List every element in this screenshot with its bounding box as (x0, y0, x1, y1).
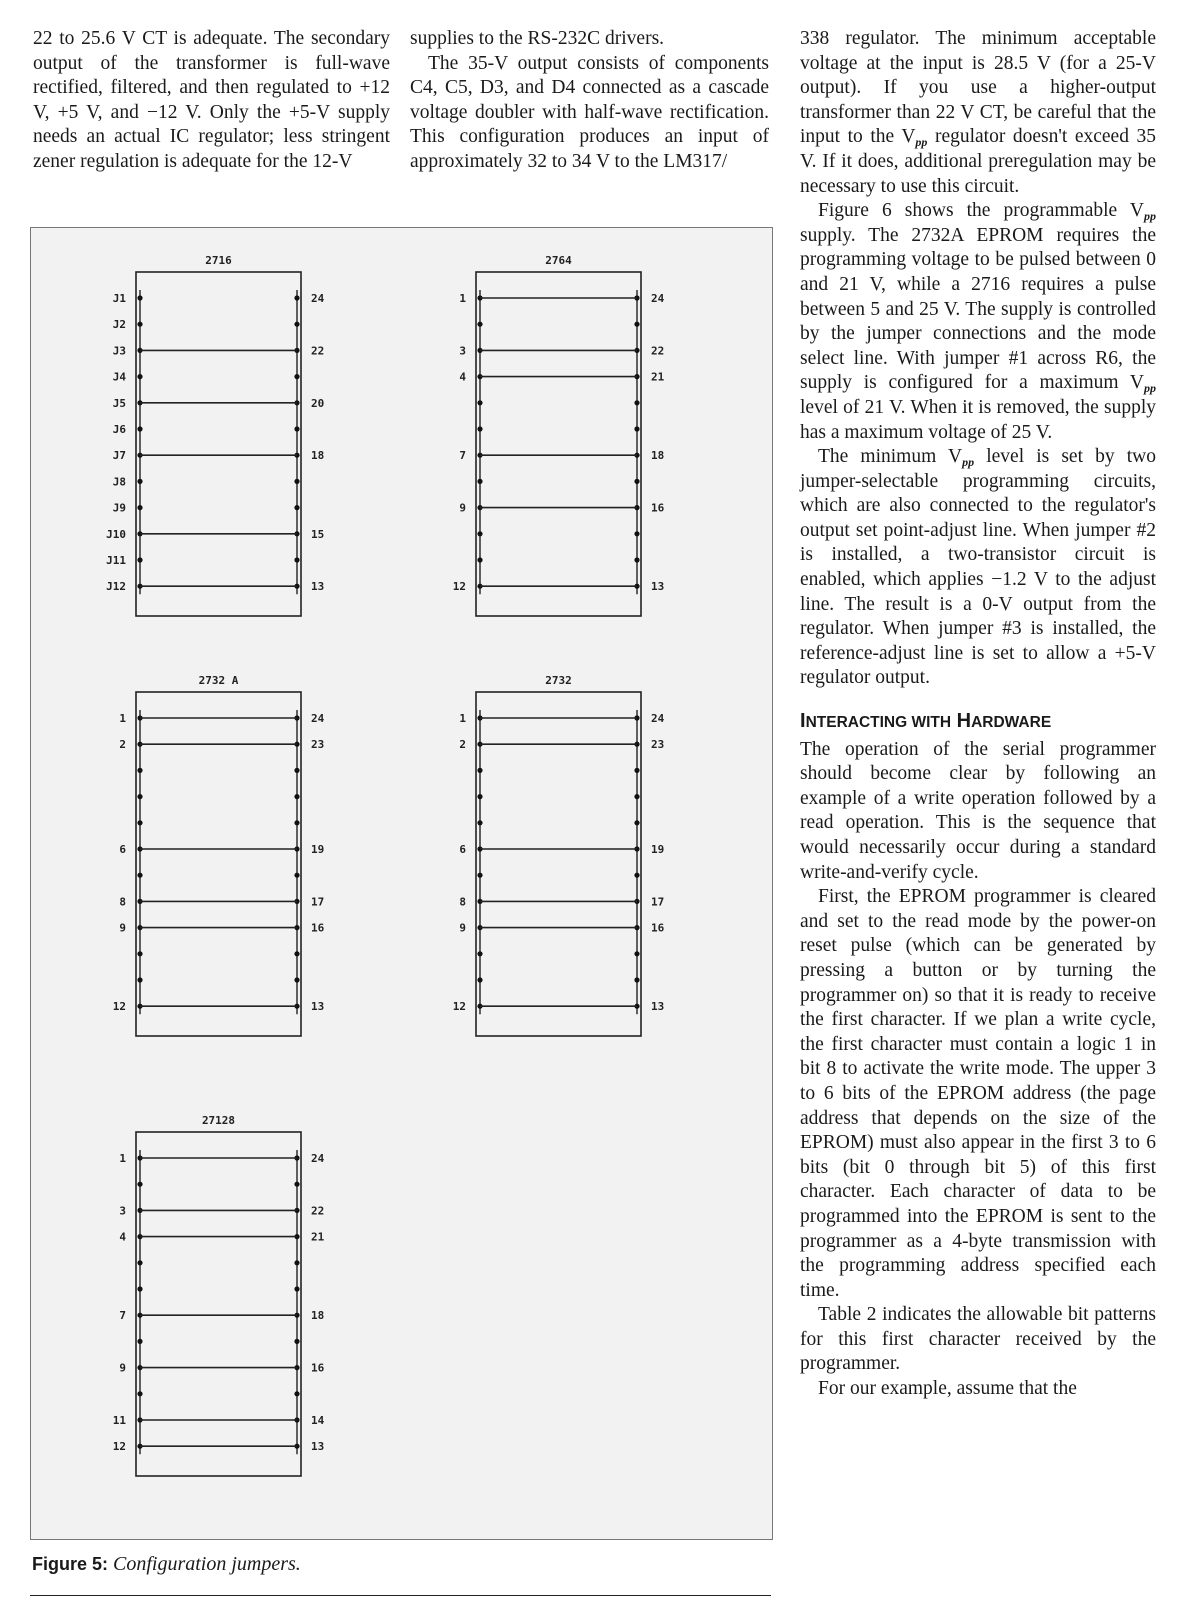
pin-dot-left (137, 1182, 142, 1187)
pin-dot-left (477, 820, 482, 825)
pin-label-right: 21 (311, 1230, 325, 1244)
pin-label-left: 12 (452, 580, 466, 594)
pin-label-left: J1 (112, 292, 126, 305)
pin-label-left: 4 (459, 370, 466, 384)
pin-label-left: J9 (112, 501, 126, 515)
pin-label-right: 13 (651, 1000, 665, 1014)
pin-dot-right (294, 426, 299, 431)
figure-configuration-jumpers (30, 227, 773, 1540)
paragraph: 338 regulator. The minimum acceptable voltage at the input is 28.5 V (for a 25-V output). If you use a higher-output transformer than 22 V CT, be careful that the input to the $V_{pp}$ regulator doesn't exceed 35 V. If it does, additional preregulation may be necessary to use this circuit. (800, 28, 1156, 197)
pin-label-right: 24 (651, 712, 665, 725)
pin-label-left: 1 (459, 292, 466, 305)
pin-dot-left (137, 505, 142, 510)
pin-dot-right (294, 977, 299, 982)
pin-label-right: 24 (311, 292, 325, 305)
pin-label-left: J4 (112, 370, 126, 384)
pin-dot-left (137, 951, 142, 956)
section-heading: INTERACTING WITH HARDWARE (800, 710, 1052, 733)
pin-label-left: 7 (119, 1309, 126, 1323)
paragraph: 22 to 25.6 V CT is adequate. The secondary output of the transformer is full-wave rectified, filtered, and then regulated to +12 V, +5 V, and −12 V. Only the +5-V supply needs an actual IC regulator; less stringent zener regulation is adequate for the 12-V (33, 28, 390, 172)
pin-label-left: 12 (112, 1440, 126, 1454)
pin-dot-right (294, 374, 299, 379)
pin-dot-left (137, 322, 142, 327)
pin-label-left: J11 (106, 554, 126, 567)
pin-dot-right (294, 1260, 299, 1265)
pin-dot-left (477, 426, 482, 431)
paragraph: The 35-V output consists of components C4, C5, D3, and D4 connected as a cascade voltage doubler with half-wave rectification. This configuration produces an input of approximately 32 to 34 V to the LM317/ (410, 52, 769, 172)
paragraph: For our example, assume that the (818, 1378, 1077, 1400)
pin-dot-left (477, 977, 482, 982)
pin-dot-left (137, 768, 142, 773)
divider (30, 1595, 771, 1596)
pin-dot-left (137, 557, 142, 562)
pin-label-left: J2 (112, 318, 126, 332)
pin-label-left: J6 (112, 423, 126, 436)
pin-dot-left (137, 1260, 142, 1265)
pin-dot-left (137, 1391, 142, 1396)
chip-title: 27128 (201, 1114, 236, 1127)
pin-dot-right (294, 1391, 299, 1396)
pin-dot-right (634, 873, 639, 878)
pin-label-right: 17 (311, 895, 325, 909)
pin-label-right: 13 (311, 1440, 325, 1454)
pin-label-right: 18 (311, 449, 325, 463)
text-column-right (800, 27, 1156, 1402)
pin-dot-left (477, 400, 482, 405)
jumper-diagram (31, 228, 772, 1539)
pin-dot-left (137, 794, 142, 799)
figure-caption (32, 1553, 301, 1576)
pin-dot-right (634, 531, 639, 536)
chip-title: 2732 (545, 674, 572, 687)
pin-dot-right (634, 426, 639, 431)
pin-dot-left (477, 322, 482, 327)
pin-label-right: 23 (311, 738, 325, 752)
pin-label-left: J3 (112, 344, 126, 358)
pin-label-right: 18 (311, 1309, 325, 1323)
pin-dot-left (477, 557, 482, 562)
pin-dot-right (294, 820, 299, 825)
pin-label-left: 4 (119, 1230, 126, 1244)
pin-dot-left (137, 1339, 142, 1344)
chip-title: 2716 (205, 254, 232, 267)
pin-dot-right (634, 768, 639, 773)
pin-dot-left (477, 951, 482, 956)
pin-dot-right (294, 1182, 299, 1187)
chip-title: 2732 A (198, 674, 239, 687)
pin-label-left: 1 (119, 1152, 126, 1165)
paragraph: First, the EPROM programmer is cleared and set to the read mode by the power-on reset pulse (which can be generated by pressing a button or by turning the programmer on) so that it is ready to receive the first character. If we plan a write cycle, the first character must contain a logic 1 in bit 8 to activate the write mode. The upper 3 to 6 bits of the EPROM address (the page address that depends on the size of the EPROM) must also appear in the first 3 to 6 bits (bit 0 through bit 5) of this first character. Each character of data to be programmed into the EPROM is sent to the programmer as a 4-byte transmission with the programming address specified each time. (800, 886, 1156, 1301)
pin-dot-left (477, 531, 482, 536)
pin-label-right: 19 (311, 843, 325, 856)
pin-label-right: 20 (311, 396, 325, 410)
pin-label-right: 24 (651, 292, 665, 305)
pin-label-right: 17 (651, 895, 665, 909)
pin-label-left: 7 (459, 449, 466, 463)
pin-label-right: 21 (651, 370, 665, 384)
pin-label-left: 6 (119, 843, 126, 856)
pin-dot-left (137, 977, 142, 982)
pin-dot-right (294, 794, 299, 799)
pin-dot-right (294, 1286, 299, 1291)
pin-label-right: 22 (311, 344, 325, 358)
chip-outline (136, 1132, 301, 1476)
paragraph: Figure 6 shows the programmable $V_{pp}$ supply. The 2732A EPROM requires the programming voltage to be pulsed between 0 and 21 V, while a 2716 requires a pulse between 5 and 25 V. The supply is controlled by the jumper connections and the mode select line. With jumper #1 across R6, the supply is configured for a maximum $V_{pp}$ level of 21 V. When it is removed, the supply has a maximum voltage of 25 V. (800, 200, 1156, 443)
pin-label-left: 1 (459, 712, 466, 725)
pin-dot-right (634, 400, 639, 405)
pin-label-right: 16 (651, 921, 665, 935)
paragraph: The minimum $V_{pp}$ level is set by two jumper-selectable programming circuits, which are also connected to the regulator's output set point-adjust line. When jumper #2 is installed, a two-transistor circuit is enabled, which applies −1.2 V to the adjust line. The result is a 0-V output from the regulator. When jumper #3 is installed, the reference-adjust line is set to allow a +5-V regulator output. (800, 446, 1156, 689)
pin-label-right: 24 (311, 1152, 325, 1165)
pin-dot-left (137, 820, 142, 825)
pin-label-left: 1 (119, 712, 126, 725)
pin-dot-left (477, 794, 482, 799)
paragraph: The operation of the serial programmer should become clear by following an example of a write operation followed by a read operation. This is the sequence that would necessarily occur during a standard write-and-verify cycle. (800, 738, 1156, 883)
pin-dot-right (634, 794, 639, 799)
pin-label-right: 16 (311, 921, 325, 935)
pin-dot-left (137, 479, 142, 484)
text-column-middle (410, 27, 769, 175)
pin-dot-right (634, 322, 639, 327)
text-column-left (33, 27, 390, 175)
pin-dot-left (137, 1286, 142, 1291)
pin-label-right: 19 (651, 843, 665, 856)
pin-label-right: 13 (311, 1000, 325, 1014)
pin-dot-right (294, 295, 299, 300)
pin-label-left: J12 (106, 580, 126, 594)
chip-title: 2764 (545, 254, 572, 267)
pin-label-left: J8 (112, 475, 126, 489)
pin-dot-left (137, 426, 142, 431)
pin-label-right: 23 (651, 738, 665, 752)
pin-dot-left (137, 873, 142, 878)
pin-dot-right (634, 951, 639, 956)
pin-label-left: 9 (119, 1361, 126, 1375)
pin-label-left: 8 (459, 895, 466, 909)
pin-dot-right (294, 505, 299, 510)
pin-label-right: 13 (651, 580, 665, 594)
pin-label-right: 24 (311, 712, 325, 725)
pin-label-left: 3 (459, 344, 466, 358)
pin-label-right: 18 (651, 449, 665, 463)
pin-label-left: J10 (106, 527, 126, 541)
pin-dot-left (477, 768, 482, 773)
pin-label-left: 9 (459, 921, 466, 935)
pin-label-right: 16 (311, 1361, 325, 1375)
pin-dot-right (294, 479, 299, 484)
chip-outline (476, 272, 641, 616)
pin-dot-right (294, 873, 299, 878)
chip-outline (136, 272, 301, 616)
pin-dot-right (294, 768, 299, 773)
pin-dot-right (294, 951, 299, 956)
pin-label-left: 12 (112, 1000, 126, 1014)
pin-label-right: 22 (311, 1204, 325, 1218)
pin-label-left: 8 (119, 895, 126, 909)
pin-label-left: J7 (112, 449, 126, 463)
pin-label-left: J5 (112, 396, 126, 410)
pin-label-left: 11 (112, 1414, 126, 1427)
pin-dot-right (294, 322, 299, 327)
caption-text: Configuration jumpers. (113, 1553, 301, 1575)
pin-dot-left (477, 873, 482, 878)
pin-label-left: 3 (119, 1204, 126, 1218)
pin-dot-right (634, 977, 639, 982)
pin-dot-right (634, 479, 639, 484)
pin-dot-left (137, 295, 142, 300)
pin-label-right: 15 (311, 527, 325, 541)
pin-dot-right (634, 557, 639, 562)
pin-dot-left (137, 374, 142, 379)
pin-dot-left (477, 479, 482, 484)
pin-label-right: 14 (311, 1414, 325, 1427)
pin-label-right: 16 (651, 501, 665, 515)
pin-dot-right (294, 1339, 299, 1344)
paragraph: supplies to the RS-232C drivers. (410, 28, 665, 49)
pin-dot-right (634, 820, 639, 825)
pin-dot-right (294, 557, 299, 562)
caption-label: Figure 5: (32, 1554, 109, 1574)
pin-label-left: 9 (459, 501, 466, 515)
pin-label-left: 9 (119, 921, 126, 935)
pin-label-left: 12 (452, 1000, 466, 1014)
pin-label-left: 2 (119, 738, 126, 752)
pin-label-right: 13 (311, 580, 325, 594)
paragraph: Table 2 indicates the allowable bit patterns for this first character received by the programmer. (800, 1304, 1156, 1375)
pin-label-left: 2 (459, 738, 466, 752)
pin-label-left: 6 (459, 843, 466, 856)
pin-label-right: 22 (651, 344, 665, 358)
